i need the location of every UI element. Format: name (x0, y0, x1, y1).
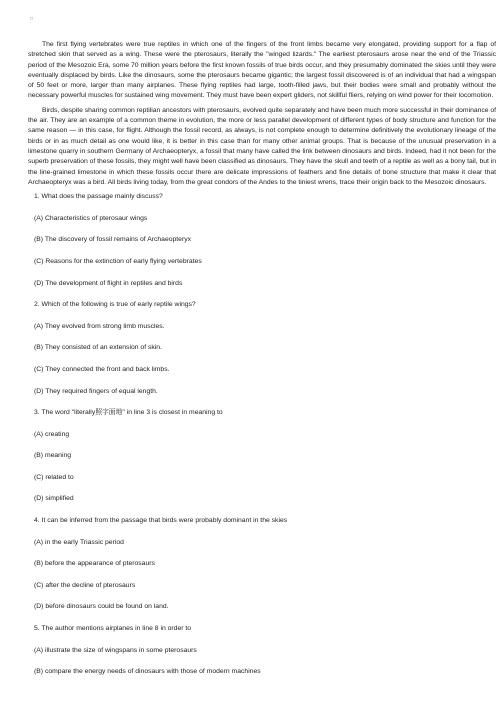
answer-option: (D) before dinosaurs could be found on land. (34, 603, 169, 611)
answer-option: (A) in the early Triassic period (34, 538, 124, 546)
answer-option: (D) simplified (34, 495, 74, 503)
question-stem: 4. It can be inferred from the passage that birds were probably dominant in the skies (34, 517, 288, 525)
answer-option: (A) creating (34, 430, 70, 438)
question-stem: 5. The author mentions airplanes in line 8 in order to (34, 625, 192, 633)
answer-option: (A) Characteristics of pterosaur wings (34, 214, 148, 222)
question-block-4 (28, 516, 496, 612)
answer-option: (B) meaning (34, 452, 72, 460)
passage-paragraph-1: The first flying vertebrates were true reptiles in which one of the fingers of the front limbs became very elongated, providing support for a flap of stretched skin that served as a wing. These were the pterosaurs, literally the "winged lizards." The earliest pterosaurs arose near the end of the Triassic period of the Mesozoic Era, some 70 million years before the first known fossils of true birds occur, and they presumably dominated the skies until they were eventually displaced by birds. Like the dinosaurs, some the pterosaurs became gigantic; the largest fossil discovered is of an individual that had a wingspan of 50 feet or more, larger than many airplanes. These flying reptiles had large, tooth-filled jaws, but their bodies were small and probably without the necessary powerful muscles for sustained wing movement. They must have been expert gliders, not skillful fliers, relying on wind power for their locomotion. (28, 41, 496, 100)
document-page (28, 14, 496, 689)
answer-option: (C) after the decline of pterosaurs (34, 581, 136, 589)
answer-option: (D) The development of flight in reptiles and birds (34, 279, 183, 287)
answer-option: (B) They consisted of an extension of skin. (34, 344, 162, 352)
answer-option: (A) illustrate the size of wingspans in some pterosaurs (34, 646, 197, 654)
question-stem: 2. Which of the following is true of early reptile wings? (34, 301, 196, 309)
answer-option: (D) They required fingers of equal length. (34, 387, 158, 395)
question-stem: 1. What does the passage mainly discuss? (34, 193, 163, 201)
answer-option: (B) before the appearance of pterosaurs (34, 560, 155, 568)
passage-paragraph-2: Birds, despite sharing common reptilian ancestors with pterosaurs, evolved quite separately and have been much more successful in their dominance of the air. They are an example of a common theme in evolution, the more or less parallel development of different types of body structure and function for the same reason — in this case, for flight. Although the fossil record, as always, is not complete enough to determine definitively the evolutionary lineage of the birds or in as much detail as one would like, it is better in this case than for many other animal groups. That is because of the unusual preservation in a limestone quarry in southern Germany of Archaeopteryx, a fossil that many have called the link between dinosaurs and birds. Indeed, had it not been for the superb preservation of these fossils, they might well have been classified as dinosaurs. They have the skull and teeth of a reptile as well as a bony tail, but in the line-grained limestone in which these fossils occur there are delicate impressions of feathers and fine details of bone structure that make it clear that Archaeopteryx was a bird. All birds living today, from the great condors of the Andes to the tiniest wrens, trace their origin back to the Mesozoic dinosaurs. (28, 106, 496, 186)
question-block-2 (28, 300, 496, 396)
question-stem: 3. The word "literally照字面地" in line 3 is closest in meaning to (34, 409, 223, 417)
question-block-1 (28, 192, 496, 288)
question-block-3 (28, 408, 496, 504)
answer-option: (C) They connected the front and back limbs. (34, 365, 170, 373)
answer-option: (C) related to (34, 473, 74, 481)
question-block-5 (28, 624, 496, 677)
page-marker: □ (30, 16, 34, 22)
answer-option: (C) Reasons for the extinction of early flying vertebrates (34, 257, 202, 265)
answer-option: (B) compare the energy needs of dinosaurs with those of modern machines (34, 668, 261, 676)
answer-option: (A) They evolved from strong limb muscles. (34, 322, 165, 330)
answer-option: (B) The discovery of fossil remains of Archaeopteryx (34, 236, 192, 244)
